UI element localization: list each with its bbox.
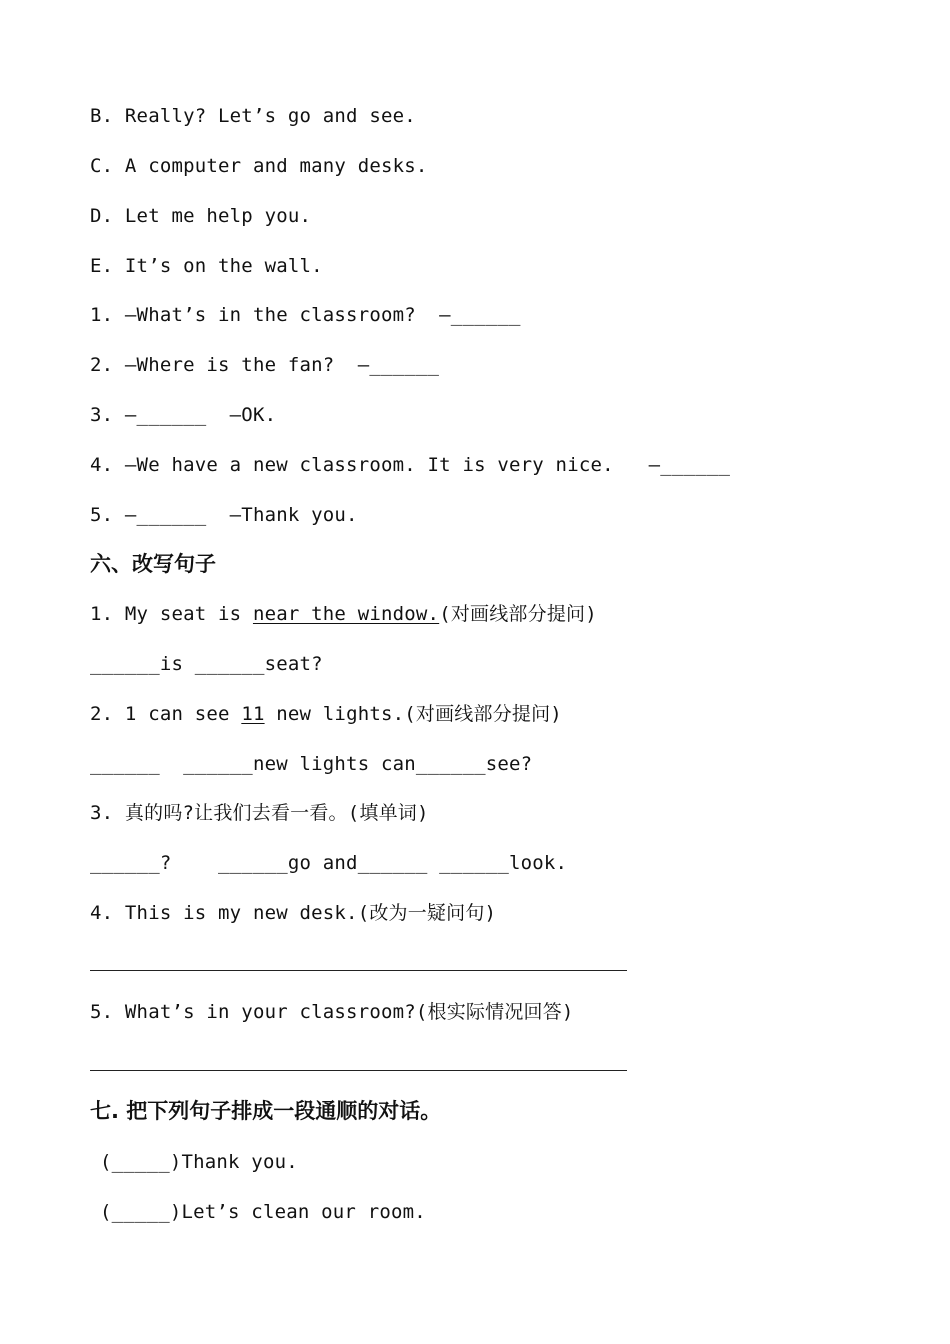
rewrite-answer-3: ______? ______go and______ ______look. [90, 852, 568, 874]
order-item-1: (_____)Thank you. [100, 1151, 298, 1173]
dialog-2: 2. —Where is the fan? —______ [90, 354, 440, 376]
rewrite-q2-underlined: 11 [241, 703, 265, 725]
dialog-5: 5. —______ —Thank you. [90, 504, 358, 526]
rewrite-question-3: 3. 真的吗?让我们去看一看。(填单词) [90, 802, 429, 824]
rewrite-q1-post: (对画线部分提问) [439, 603, 597, 625]
rewrite-q1-underlined: near the window. [252, 603, 440, 625]
rewrite-q2-post: new lights.(对画线部分提问) [264, 703, 562, 725]
answer-line-4 [90, 970, 627, 971]
rewrite-question-2 [90, 701, 562, 727]
dialog-4: 4. —We have a new classroom. It is very nice. —______ [90, 454, 731, 476]
section-7-title: 七. 把下列句子排成一段通顺的对话。 [90, 1099, 442, 1123]
rewrite-question-1 [90, 601, 597, 627]
option-d: D. Let me help you. [90, 205, 312, 227]
option-b: B. Really? Let’s go and see. [90, 105, 416, 127]
rewrite-q1-pre: 1. My seat is [90, 603, 253, 625]
rewrite-question-4: 4. This is my new desk.(改为一疑问句) [90, 902, 497, 924]
rewrite-answer-1: ______is ______seat? [90, 653, 323, 675]
rewrite-answer-2: ______ ______new lights can______see? [90, 753, 533, 775]
dialog-1: 1. —What’s in the classroom? —______ [90, 304, 521, 326]
dialog-3: 3. —______ —OK. [90, 404, 277, 426]
option-c: C. A computer and many desks. [90, 155, 428, 177]
section-6-title: 六、改写句子 [90, 552, 216, 576]
answer-line-5 [90, 1070, 627, 1071]
rewrite-question-5: 5. What’s in your classroom?(根实际情况回答) [90, 1001, 574, 1023]
order-item-2: (_____)Let’s clean our room. [100, 1201, 426, 1223]
rewrite-q2-pre: 2. 1 can see [90, 703, 242, 725]
option-e: E. It’s on the wall. [90, 255, 323, 277]
